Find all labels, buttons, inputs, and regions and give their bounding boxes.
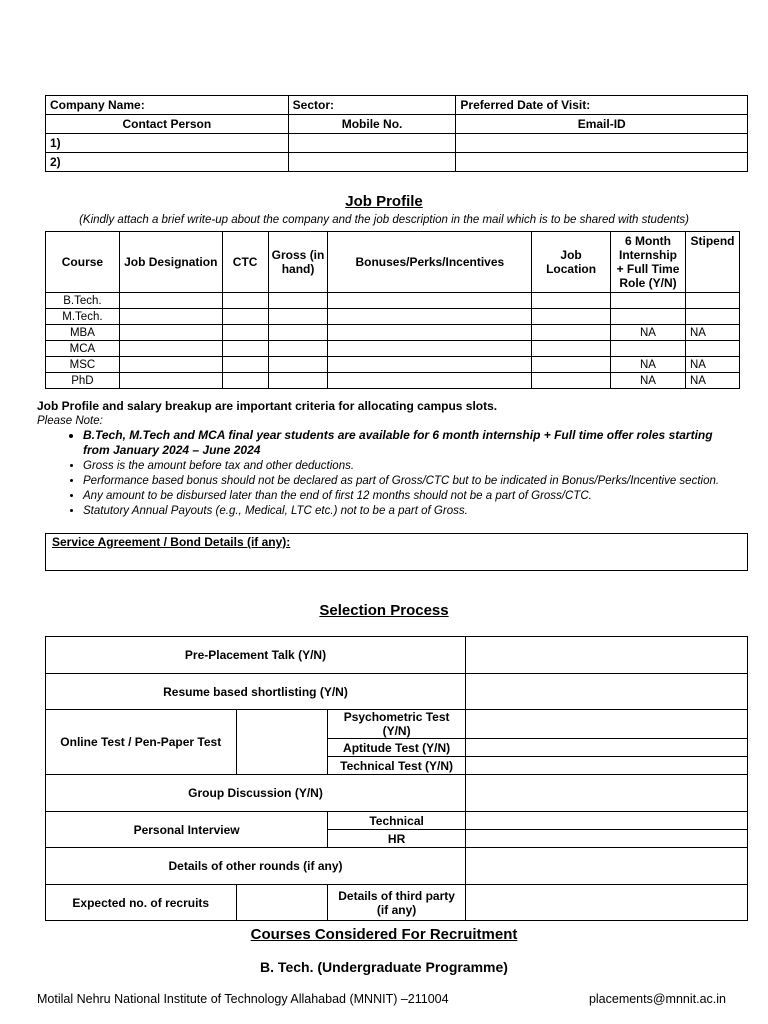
location-cell[interactable] [532, 309, 611, 325]
notes-section [37, 398, 737, 519]
visit-date-label: Preferred Date of Visit: [456, 96, 748, 115]
job-profile-table [45, 231, 740, 389]
header-internship: 6 Month Internship + Full Time Role (Y/N) [611, 232, 686, 293]
internship-cell[interactable] [611, 309, 686, 325]
designation-cell[interactable] [119, 341, 222, 357]
ctc-cell[interactable] [222, 309, 268, 325]
note-item: • Gross is the amount before tax and other deductions. [83, 459, 737, 474]
contact-person-header: Contact Person [46, 115, 289, 134]
gross-cell[interactable] [268, 357, 328, 373]
other-rounds-value[interactable] [466, 848, 748, 885]
email-cell-1[interactable] [456, 134, 748, 153]
bonuses-cell[interactable] [328, 325, 532, 341]
psychometric-value[interactable] [466, 710, 748, 739]
bonuses-cell[interactable] [328, 293, 532, 309]
ctc-cell[interactable] [222, 325, 268, 341]
recruits-value[interactable] [236, 885, 328, 921]
psychometric-label: Psychometric Test (Y/N) [328, 710, 466, 739]
ctc-cell[interactable] [222, 341, 268, 357]
header-bonuses: Bonuses/Perks/Incentives [328, 232, 532, 293]
ppt-label: Pre-Placement Talk (Y/N) [46, 637, 466, 674]
internship-cell[interactable]: NA [611, 357, 686, 373]
job-row [46, 325, 740, 341]
job-row [46, 341, 740, 357]
internship-cell[interactable] [611, 293, 686, 309]
gross-cell[interactable] [268, 341, 328, 357]
stipend-cell[interactable] [685, 293, 739, 309]
location-cell[interactable] [532, 373, 611, 389]
location-cell[interactable] [532, 357, 611, 373]
ctc-cell[interactable] [222, 357, 268, 373]
resume-label: Resume based shortlisting (Y/N) [46, 674, 466, 710]
selection-process-table [45, 636, 748, 921]
mobile-cell-1[interactable] [288, 134, 456, 153]
stipend-cell[interactable]: NA [685, 325, 739, 341]
designation-cell[interactable] [119, 373, 222, 389]
designation-cell[interactable] [119, 357, 222, 373]
sector-label: Sector: [288, 96, 456, 115]
footer-email[interactable]: placements@mnnit.ac.in [588, 992, 726, 1006]
mobile-cell-2[interactable] [288, 153, 456, 172]
stipend-cell[interactable]: NA [685, 357, 739, 373]
designation-cell[interactable] [119, 293, 222, 309]
gd-label: Group Discussion (Y/N) [46, 775, 466, 812]
online-test-blank[interactable] [236, 710, 328, 775]
bonuses-cell[interactable] [328, 341, 532, 357]
header-job-location: Job Location [532, 232, 611, 293]
online-test-label: Online Test / Pen-Paper Test [46, 710, 237, 775]
job-row [46, 309, 740, 325]
note-item: • B.Tech, M.Tech and MCA final year students are available for 6 month internship + Full time offer roles starting from January 2024 – June 2024 [83, 428, 737, 458]
header-job-designation: Job Designation [119, 232, 222, 293]
courses-subtitle: B. Tech. (Undergraduate Programme) [260, 959, 508, 975]
designation-cell[interactable] [119, 325, 222, 341]
third-party-value[interactable] [466, 885, 748, 921]
header-stipend: Stipend [685, 232, 739, 293]
contact-row-2: 2) [46, 153, 289, 172]
course-cell: M.Tech. [46, 309, 120, 325]
gd-value[interactable] [466, 775, 748, 812]
designation-cell[interactable] [119, 309, 222, 325]
course-cell: MSC [46, 357, 120, 373]
ppt-value[interactable] [466, 637, 748, 674]
job-profile-note: (Kindly attach a brief write-up about the company and the job description in the mail which is to be shared with students) [79, 214, 689, 226]
internship-cell[interactable] [611, 341, 686, 357]
note-item: • Any amount to be disbursed later than the end of first 12 months should not be a part of Gross/CTC. [83, 489, 737, 504]
job-profile-title: Job Profile [345, 193, 423, 210]
bonuses-cell[interactable] [328, 309, 532, 325]
interview-label: Personal Interview [46, 812, 328, 848]
third-party-label: Details of third party (if any) [328, 885, 466, 921]
technical-test-value[interactable] [466, 757, 748, 775]
note-item: • Statutory Annual Payouts (e.g., Medical, LTC etc.) not to be a part of Gross. [83, 504, 737, 519]
mobile-header: Mobile No. [288, 115, 456, 134]
header-course: Course [46, 232, 120, 293]
email-header: Email-ID [456, 115, 748, 134]
course-cell: B.Tech. [46, 293, 120, 309]
internship-cell[interactable]: NA [611, 325, 686, 341]
header-ctc: CTC [222, 232, 268, 293]
ctc-cell[interactable] [222, 373, 268, 389]
course-cell: MCA [46, 341, 120, 357]
other-rounds-label: Details of other rounds (if any) [46, 848, 466, 885]
email-cell-2[interactable] [456, 153, 748, 172]
job-row [46, 293, 740, 309]
ctc-cell[interactable] [222, 293, 268, 309]
bonuses-cell[interactable] [328, 373, 532, 389]
resume-value[interactable] [466, 674, 748, 710]
stipend-cell[interactable]: NA [685, 373, 739, 389]
job-row [46, 357, 740, 373]
bonuses-cell[interactable] [328, 357, 532, 373]
technical-test-label: Technical Test (Y/N) [328, 757, 466, 775]
contact-row-1: 1) [46, 134, 289, 153]
course-cell: MBA [46, 325, 120, 341]
company-details-table [45, 95, 748, 172]
hr-label: HR [328, 830, 466, 848]
stipend-cell[interactable] [685, 341, 739, 357]
service-agreement-box[interactable] [45, 533, 748, 571]
recruits-label: Expected no. of recruits [46, 885, 237, 921]
stipend-cell[interactable] [685, 309, 739, 325]
location-cell[interactable] [532, 325, 611, 341]
technical-value[interactable] [466, 812, 748, 830]
header-gross: Gross (in hand) [268, 232, 328, 293]
notes-lead: Job Profile and salary breakup are important criteria for allocating campus slots. [37, 399, 498, 413]
notes-list [37, 428, 737, 519]
gross-cell[interactable] [268, 293, 328, 309]
gross-cell[interactable] [268, 373, 328, 389]
aptitude-value[interactable] [466, 739, 748, 757]
course-cell: PhD [46, 373, 120, 389]
aptitude-label: Aptitude Test (Y/N) [328, 739, 466, 757]
location-cell[interactable] [532, 341, 611, 357]
technical-label: Technical [328, 812, 466, 830]
gross-cell[interactable] [268, 309, 328, 325]
selection-process-title: Selection Process [319, 602, 449, 619]
note-item: • Performance based bonus should not be declared as part of Gross/CTC but to be indicated in Bonus/Perks/Incentive section. [83, 474, 737, 489]
please-note-label: Please Note: [37, 415, 103, 427]
location-cell[interactable] [532, 293, 611, 309]
hr-value[interactable] [466, 830, 748, 848]
gross-cell[interactable] [268, 325, 328, 341]
job-row [46, 373, 740, 389]
company-name-label: Company Name: [46, 96, 289, 115]
courses-title: Courses Considered For Recruitment [250, 926, 518, 943]
footer-institute: Motilal Nehru National Institute of Technology Allahabad (MNNIT) –211004 [37, 992, 449, 1006]
internship-cell[interactable]: NA [611, 373, 686, 389]
service-agreement-label: Service Agreement / Bond Details (if any): [52, 535, 291, 549]
